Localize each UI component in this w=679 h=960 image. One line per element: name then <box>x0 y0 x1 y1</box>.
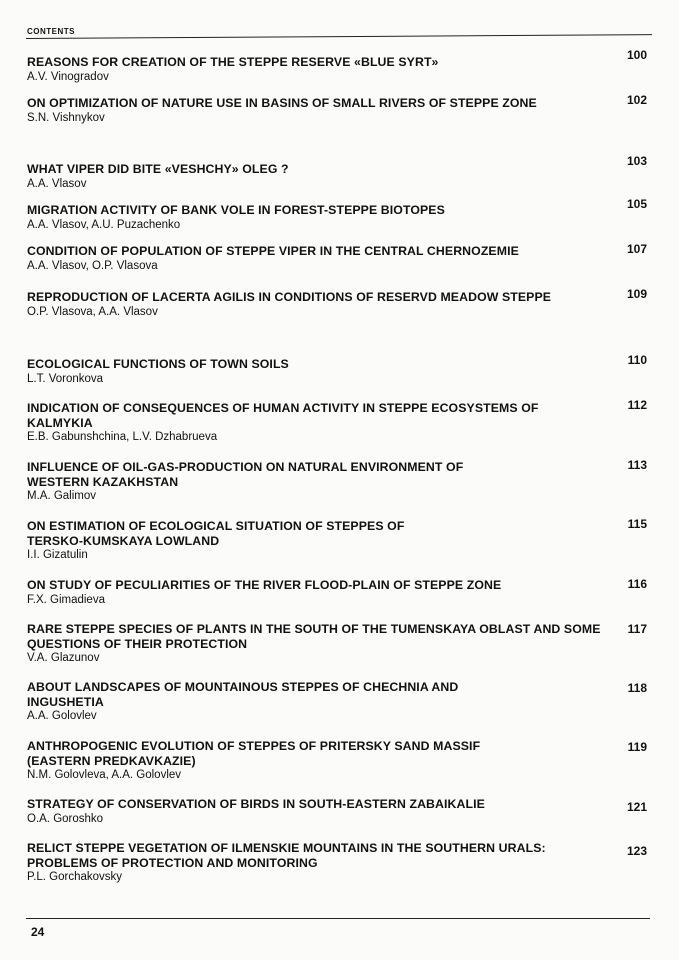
entry-title: ON ESTIMATION OF ECOLOGICAL SITUATION OF STEPPES OF TERSKO-KUMSKAYA LOWLAND <box>27 519 405 548</box>
entry-page: 112 <box>627 398 647 412</box>
bottom-divider <box>26 918 650 919</box>
entry-authors: N.M. Golovleva, A.A. Golovlev <box>27 769 182 781</box>
entry-page: 109 <box>626 287 647 301</box>
entry-authors: S.N. Vishnykov <box>27 111 105 124</box>
entry-authors: I.I. Gizatulin <box>27 549 88 561</box>
entry-authors: A.A. Vlasov, A.U. Puzachenko <box>27 218 181 231</box>
entry-title: RARE STEPPE SPECIES OF PLANTS IN THE SOUTH OF THE TUMENSKAYA OBLAST AND SOME QUESTIONS OF THEIR PROTECTION <box>27 622 601 651</box>
entry-page: 113 <box>627 458 647 472</box>
entry-authors: L.T. Voronkova <box>27 372 104 385</box>
entry-page: 110 <box>627 353 647 367</box>
entry-authors: A.A. Golovlev <box>27 710 97 722</box>
entry-page: 103 <box>626 154 647 168</box>
entry-authors: M.A. Galimov <box>27 490 97 502</box>
toc-entry[interactable] <box>27 353 647 386</box>
entry-title: ANTHROPOGENIC EVOLUTION OF STEPPES OF PRITERSKY SAND MASSIF (EASTERN PREDKAVKAZIE) <box>27 739 481 768</box>
entry-title: ABOUT LANDSCAPES OF MOUNTAINOUS STEPPES OF CHECHNIA AND INGUSHETIA <box>27 680 459 709</box>
toc-entry[interactable] <box>27 680 647 723</box>
toc-entry[interactable] <box>27 578 647 607</box>
entry-authors: E.B. Gabunshchina, L.V. Dzhabrueva <box>27 431 218 443</box>
entry-title: INDICATION OF CONSEQUENCES OF HUMAN ACTIVITY IN STEPPE ECOSYSTEMS OF KALMYKIA <box>27 401 539 430</box>
entry-title: ON OPTIMIZATION OF NATURE USE IN BASINS OF SMALL RIVERS OF STEPPE ZONE <box>27 96 537 110</box>
toc-entry[interactable] <box>27 797 647 826</box>
toc-entry[interactable] <box>27 841 647 884</box>
entry-title: STRATEGY OF CONSERVATION OF BIRDS IN SOUTH-EASTERN ZABAIKALIE <box>27 797 485 811</box>
entry-title: WHAT VIPER DID BITE «VESHCHY» OLEG ? <box>27 162 289 176</box>
toc-entry[interactable] <box>27 519 647 562</box>
toc-entry[interactable] <box>27 93 647 125</box>
entry-page: 115 <box>627 517 647 531</box>
entry-page: 117 <box>627 622 647 636</box>
entry-page: 118 <box>627 681 647 695</box>
entry-title: REPRODUCTION OF LACERTA AGILIS IN CONDITIONS OF RESERVD MEADOW STEPPE <box>27 290 552 304</box>
entry-authors: A.V. Vinogradov <box>27 70 109 83</box>
entry-title: RELICT STEPPE VEGETATION OF ILMENSKIE MOUNTAINS IN THE SOUTHERN URALS: PROBLEMS OF PROTECTION AND MONITORING <box>27 841 546 870</box>
entry-title: ON STUDY OF PECULIARITIES OF THE RIVER FLOOD-PLAIN OF STEPPE ZONE <box>27 578 502 592</box>
entry-title: ECOLOGICAL FUNCTIONS OF TOWN SOILS <box>27 357 289 371</box>
toc-entry[interactable] <box>27 154 647 191</box>
entry-page: 119 <box>627 740 647 754</box>
entry-authors: O.P. Vlasova, A.A. Vlasov <box>27 305 158 318</box>
toc-entry[interactable] <box>27 244 647 273</box>
entry-page: 123 <box>626 844 647 858</box>
toc-entry[interactable] <box>27 739 647 782</box>
page-number: 24 <box>31 925 45 939</box>
toc-entry[interactable] <box>27 287 647 319</box>
toc-entry[interactable] <box>27 460 647 503</box>
toc-entry[interactable] <box>27 398 647 444</box>
entry-page: 105 <box>626 197 647 211</box>
entry-authors: P.L. Gorchakovsky <box>27 871 123 883</box>
entry-page: 121 <box>626 800 647 814</box>
entry-title: MIGRATION ACTIVITY OF BANK VOLE IN FOREST-STEPPE BIOTOPES <box>27 203 445 217</box>
entry-authors: A.A. Vlasov, O.P. Vlasova <box>27 259 158 272</box>
entry-page: 102 <box>626 93 647 107</box>
entry-title: INFLUENCE OF OIL-GAS-PRODUCTION ON NATURAL ENVIRONMENT OF WESTERN KAZAKHSTAN <box>27 460 464 489</box>
entry-title: CONDITION OF POPULATION OF STEPPE VIPER IN THE CENTRAL CHERNOZEMIE <box>27 244 519 258</box>
toc-entry[interactable] <box>27 197 647 232</box>
toc-entry[interactable] <box>27 622 647 665</box>
toc-entry[interactable] <box>27 48 647 84</box>
entry-page: 107 <box>626 242 647 256</box>
entry-page: 116 <box>627 577 647 591</box>
page-header: CONTENTS <box>27 27 75 36</box>
entry-authors: V.A. Glazunov <box>27 652 100 664</box>
entry-authors: A.A. Vlasov <box>27 177 87 190</box>
entry-title: REASONS FOR CREATION OF THE STEPPE RESERVE «BLUE SYRT» <box>27 55 439 69</box>
entry-authors: O.A. Goroshko <box>27 812 104 825</box>
entry-page: 100 <box>626 48 647 62</box>
entry-authors: F.X. Gimadieva <box>27 593 105 606</box>
